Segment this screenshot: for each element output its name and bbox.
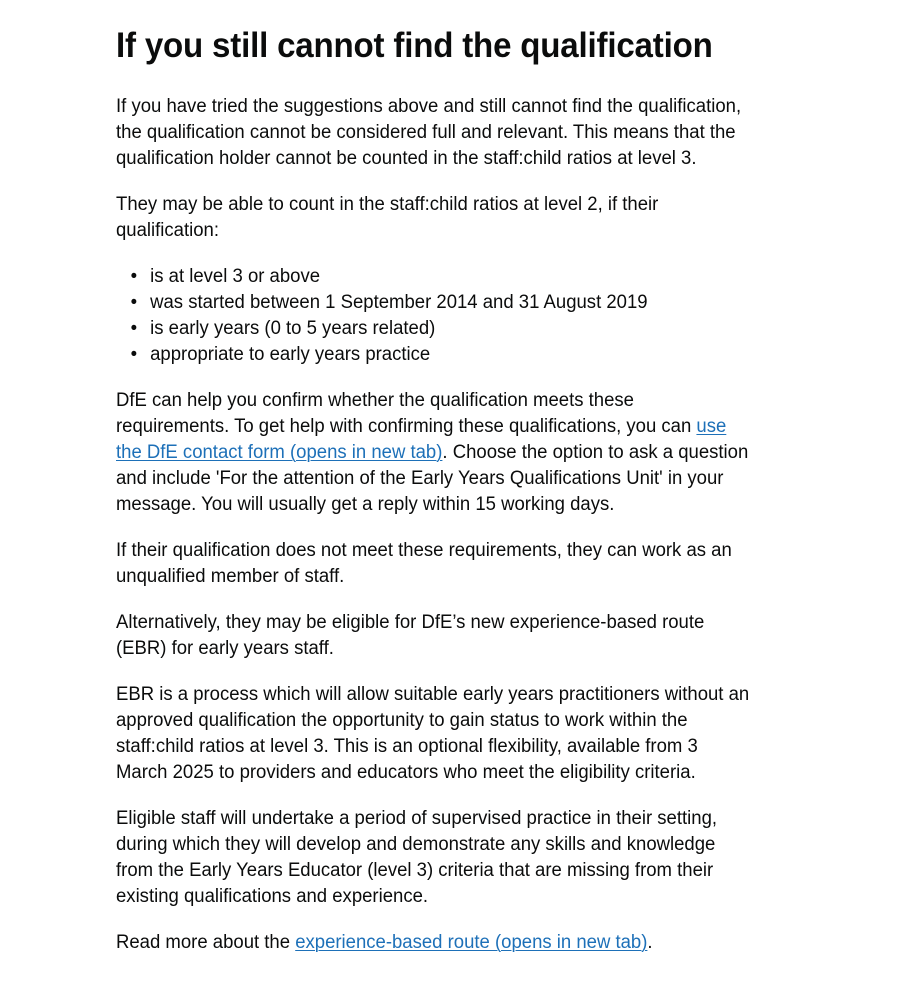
paragraph-ebr-detail: EBR is a process which will allow suitable early years practitioners without an approved qualification the opportunity to gain status to work within the staff:child ratios at level 3. This is an optional flexibility, available from 3 March 2025 to providers and educators who meet the eligibility criteria. [116,684,750,783]
list-item: • appropriate to early years practice [150,342,750,368]
read-more-text-after-link: . [647,932,653,953]
paragraph-dfe-help [116,388,750,518]
paragraph-supervised-practice: Eligible staff will undertake a period of supervised practice in their setting, during which they will develop and demonstrate any skills and knowledge from the Early Years Educator (level 3) criteria that are missing from their existing qualifications and experience. [116,808,718,907]
paragraph-ebr-intro: Alternatively, they may be eligible for DfE’s new experience-based route (EBR) for early years staff. [116,612,705,659]
content-column [116,26,766,956]
paragraph-level-two-lead: They may be able to count in the staff:child ratios at level 2, if their qualification: [116,194,659,241]
experience-based-route-link[interactable]: experience-based route (opens in new tab) [295,932,648,953]
dfe-contact-form-link[interactable]: use the DfE contact form (opens in new tab) [116,416,727,463]
read-more-text-before-link: Read more about the [116,932,296,953]
paragraph-unqualified-staff: If their qualification does not meet these requirements, they can work as an unqualified member of staff. [116,540,732,587]
dfe-help-text-after-link: . Choose the option to ask a question and include 'For the attention of the Early Years Qualifications Unit' in your message. You will usually get a reply within 15 working days. [116,442,749,515]
list-item: • is at level 3 or above [150,264,750,290]
page-title: If you still cannot find the qualification [116,26,713,65]
list-item: • was started between 1 September 2014 and 31 August 2019 [150,290,750,316]
dfe-help-text-before-link: DfE can help you confirm whether the qualification meets these requirements. To get help with confirming these qualifications, you can [116,390,697,437]
qualification-criteria-list [116,264,750,368]
list-item: • is early years (0 to 5 years related) [150,316,750,342]
paragraph-intro: If you have tried the suggestions above and still cannot find the qualification, the qualification cannot be considered full and relevant. This means that the qualification holder cannot be counted in the staff:child ratios at level 3. [116,96,742,169]
paragraph-read-more [116,930,750,956]
